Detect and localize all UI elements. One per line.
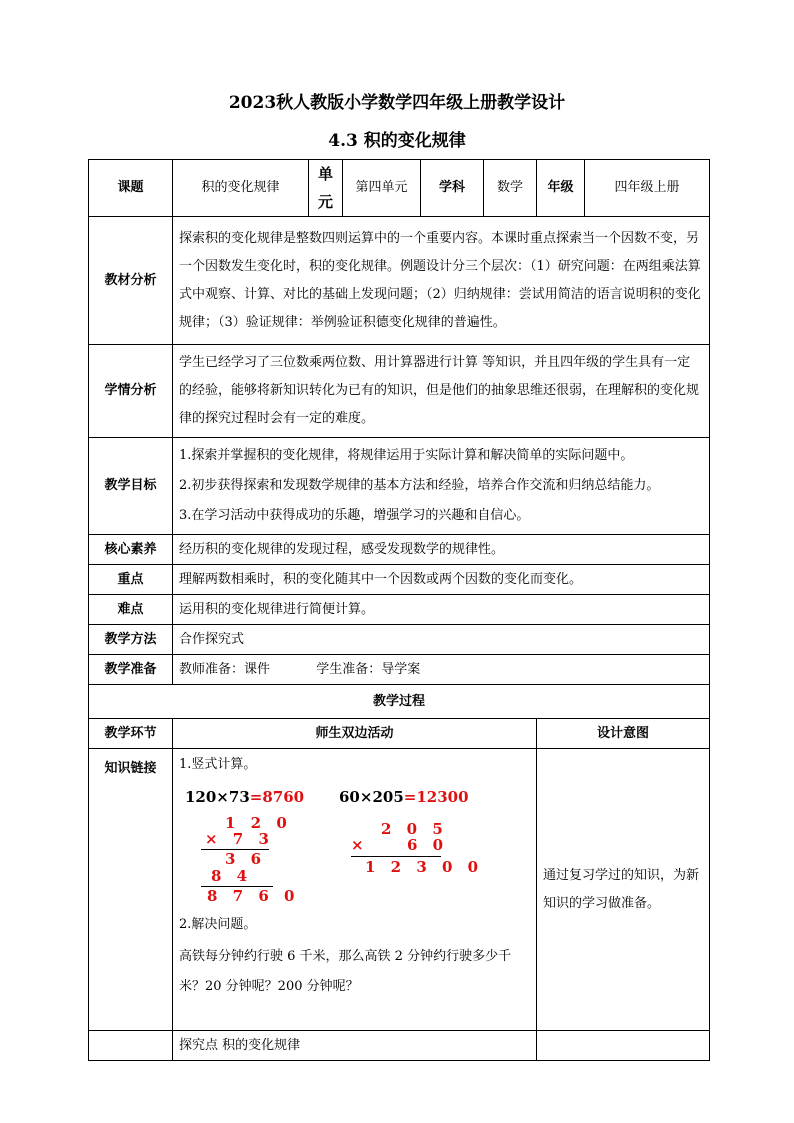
method-text: 合作探究式 [173, 625, 710, 655]
design-intent-text: 通过复习学过的知识，为新知识的学习做准备。 [537, 749, 710, 1031]
process-heading: 教学过程 [89, 685, 710, 719]
method-label: 教学方法 [89, 625, 173, 655]
knowledge-link-label: 知识链接 [89, 749, 173, 1031]
v2-result: 1 2 3 0 0 [365, 858, 484, 876]
explore-intent-empty [537, 1031, 710, 1061]
difficult-text: 运用积的变化规律进行简便计算。 [173, 595, 710, 625]
v1-multiplicand: 1 2 0 [225, 814, 292, 832]
col-activity: 师生双边活动 [173, 719, 537, 749]
student-text: 学生已经学习了三位数乘两位数、用计算器进行计算 等知识，并且四年级的学生具有一定的经验，能够将新知识转化为已有的知识，但是他们的抽象思维还很弱，在理解积的变化规律的探究过程时会有一定的难度。 [173, 345, 710, 438]
prep-student: 学生准备：导学案 [316, 661, 421, 677]
item-problem: 2.解决问题。 [179, 917, 257, 932]
explore-row [89, 1031, 710, 1061]
material-text: 探索积的变化规律是整数四则运算中的一个重要内容。本课时重点探索当一个因数不变，另一个因数发生变化时，积的变化规律。例题设计分三个层次：（1）研究问题：在两组乘法算式中观察、计算、对比的基础上发现问题；（2）归纳规律：尝试用简洁的语言说明积的变化规律；（3）验证规律：举例验证积德变化规律的普遍性。 [173, 217, 710, 345]
vertical-calc-area [179, 779, 530, 905]
lesson-subtitle: 4.3 积的变化规律 [328, 131, 466, 151]
key-text: 理解两数相乘时，积的变化随其中一个因数或两个因数的变化而变化。 [173, 565, 710, 595]
col-stage: 教学环节 [89, 719, 173, 749]
goal-item: 1.探索并掌握积的变化规律，将规律运用于实际计算和解决简单的实际问题中。 [179, 448, 634, 463]
knowledge-link-activity [173, 749, 537, 1031]
v1-partial-2: 8 4 [211, 867, 253, 885]
lesson-plan-table [88, 159, 710, 1061]
v1-multiplier: × 7 3 [205, 830, 274, 848]
goal-item: 2.初步获得探索和发现数学规律的基本方法和经验，培养合作交流和归纳总结能力。 [179, 478, 660, 493]
v2-multiplier: 6 0 [407, 836, 449, 854]
equation-2 [339, 783, 469, 811]
goals-cell [173, 438, 710, 535]
v1-result: 8 7 6 0 [207, 887, 300, 905]
unit-value: 第四单元 [343, 160, 421, 217]
core-label: 核心素养 [89, 535, 173, 565]
grade-label: 年级 [537, 160, 585, 217]
material-label: 教材分析 [89, 217, 173, 345]
goals-row [89, 438, 710, 535]
student-label: 学情分析 [89, 345, 173, 438]
core-text: 经历积的变化规律的发现过程，感受发现数学的规律性。 [173, 535, 710, 565]
v1-partial-1: 3 6 [225, 850, 267, 868]
key-row [89, 565, 710, 595]
equation-1 [185, 783, 304, 811]
method-row [89, 625, 710, 655]
subject-label: 学科 [421, 160, 484, 217]
topic-value: 积的变化规律 [173, 160, 309, 217]
topic-label: 课题 [89, 160, 173, 217]
prep-row [89, 655, 710, 685]
prep-teacher: 教师准备：课件 [179, 661, 271, 677]
problem-text: 高铁每分钟约行驶 6 千米，那么高铁 2 分钟约行驶多少千米？20 分钟呢？200 分钟呢？ [179, 949, 512, 994]
prep-cell [173, 655, 710, 685]
key-label: 重点 [89, 565, 173, 595]
info-row [89, 160, 710, 217]
grade-value: 四年级上册 [585, 160, 710, 217]
prep-label: 教学准备 [89, 655, 173, 685]
v2-times: × [351, 836, 369, 854]
document-title: 2023秋人教版小学数学四年级上册教学设计 [228, 93, 566, 113]
unit-label: 单元 [309, 160, 343, 217]
subject-value: 数学 [484, 160, 537, 217]
equation-1-left: 120×73 [185, 788, 250, 806]
equation-1-result: =8760 [249, 788, 305, 806]
col-intent: 设计意图 [537, 719, 710, 749]
material-analysis-row [89, 217, 710, 345]
core-row [89, 535, 710, 565]
student-analysis-row [89, 345, 710, 438]
v2-multiplicand: 2 0 5 [381, 820, 448, 838]
explore-text: 探究点 积的变化规律 [173, 1031, 537, 1061]
difficult-row [89, 595, 710, 625]
process-header-row [89, 719, 710, 749]
process-heading-row [89, 685, 710, 719]
knowledge-link-row [89, 749, 710, 1031]
explore-stage-empty [89, 1031, 173, 1061]
equation-2-result: =12300 [403, 788, 469, 806]
v2-line [351, 856, 441, 857]
equation-2-left: 60×205 [339, 788, 404, 806]
goals-label: 教学目标 [89, 438, 173, 535]
difficult-label: 难点 [89, 595, 173, 625]
goal-item: 3.在学习活动中获得成功的乐趣，增强学习的兴趣和自信心。 [179, 508, 530, 523]
item-vertical-calc: 1.竖式计算。 [179, 757, 257, 772]
